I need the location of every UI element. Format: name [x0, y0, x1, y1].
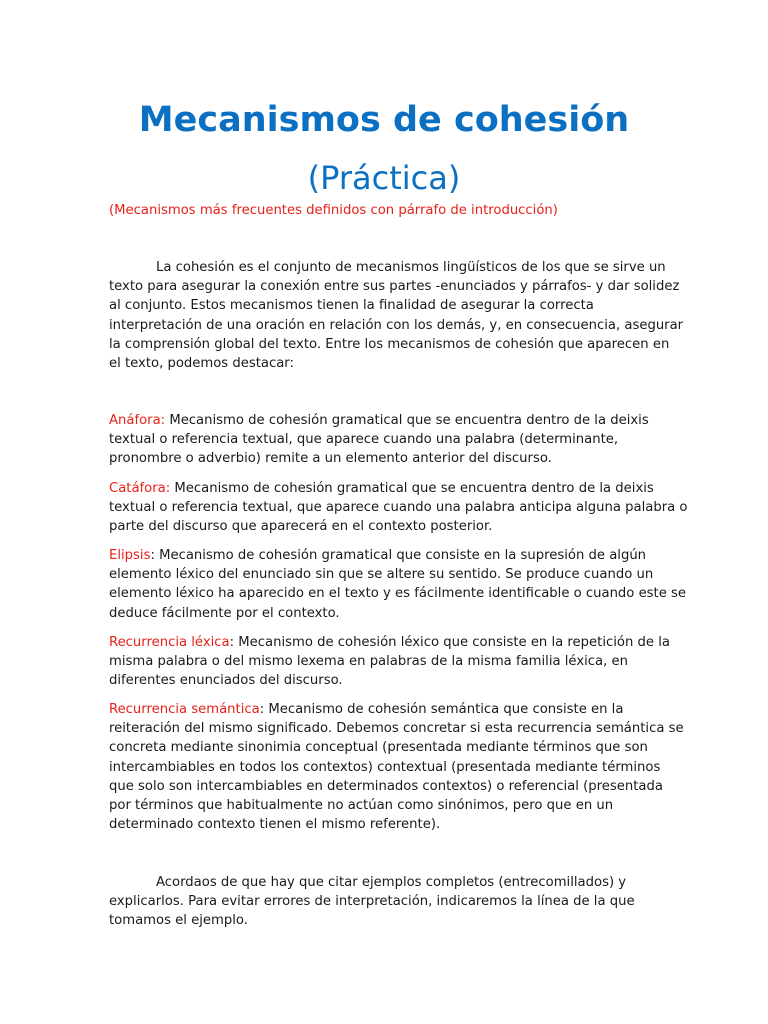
definition-line: misma palabra o del mismo lexema en palabras de la misma familia léxica, en — [109, 654, 628, 670]
closing-line: tomamos el ejemplo. — [109, 913, 248, 929]
definition-line: textual o referencia textual, que aparece cuando una palabra (determinante, — [109, 432, 619, 448]
intro-line: texto para asegurar la conexión entre sus partes -enunciados y párrafos- y dar solidez — [109, 279, 680, 295]
definition-line: elemento léxico del enunciado sin que se altere su sentido. Se produce cuando un — [109, 567, 654, 583]
definition-term: Recurrencia léxica — [109, 635, 230, 650]
definition-line: reiteración del mismo significado. Debemos concretar si esta recurrencia semántica se — [109, 721, 684, 737]
definition-anafora — [109, 411, 669, 469]
definition-line: que solo son intercambiables en determinados contextos) o referencial (presentada — [109, 778, 663, 794]
document-subtitle: (Práctica) — [307, 159, 461, 197]
definition-term: Elipsis — [109, 548, 151, 563]
intro-line: al conjunto. Estos mecanismos tienen la finalidad de asegurar la correcta — [109, 298, 594, 314]
definition-line: concreta mediante sinonimia conceptual (presentada mediante términos que son — [109, 740, 648, 756]
closing-line: Acordaos de que hay que citar ejemplos completos (entrecomillados) y — [156, 875, 627, 890]
definition-line: determinado contexto tienen el mismo referente). — [109, 817, 441, 833]
definition-text: Mecanismo de cohesión gramatical que se encuentra dentro de la deixis — [170, 481, 654, 496]
definition-line: intercambiables en todos los contextos) contextual (presentada mediante términos — [109, 759, 661, 775]
closing-line: explicarlos. Para evitar errores de interpretación, indicaremos la línea de la que — [109, 894, 635, 910]
definition-line: por términos que habitualmente no actúan como sinónimos, pero que en un — [109, 798, 614, 814]
definition-text: Mecanismo de cohesión gramatical que se encuentra dentro de la deixis — [165, 413, 649, 428]
definition-text: : Mecanismo de cohesión semántica que consiste en la — [259, 702, 624, 717]
definition-line: diferentes enunciados del discurso. — [109, 673, 343, 689]
definition-catafora — [109, 479, 688, 537]
document-note: (Mecanismos más frecuentes definidos con párrafo de introducción) — [109, 203, 558, 218]
document-title: Mecanismos de cohesión — [138, 100, 630, 140]
definition-text: : Mecanismo de cohesión gramatical que consiste en la supresión de algún — [150, 548, 647, 563]
definition-line: textual o referencia textual, que aparece cuando una palabra anticipa alguna palabra o — [109, 500, 688, 516]
definition-term: Anáfora: — [109, 413, 166, 428]
definition-term: Catáfora: — [109, 481, 171, 496]
definition-term: Recurrencia semántica — [109, 702, 260, 717]
definition-line: deduce fácilmente por el contexto. — [109, 605, 340, 621]
intro-line: el texto, podemos destacar: — [109, 356, 294, 372]
definition-first-line — [109, 700, 669, 719]
definition-first-line — [109, 479, 669, 498]
definition-first-line — [109, 633, 669, 652]
definition-recurrencia-lexica — [109, 633, 669, 691]
definition-first-line — [109, 411, 669, 430]
definition-line: elemento léxico ha aparecido en el texto y es fácilmente identificable o cuando este se — [109, 586, 687, 602]
definition-recurrencia-semantica — [109, 700, 684, 834]
intro-paragraph — [109, 258, 684, 373]
definition-text: : Mecanismo de cohesión léxico que consiste en la repetición de la — [229, 635, 670, 650]
intro-line: La cohesión es el conjunto de mecanismos lingüísticos de los que se sirve un — [156, 260, 666, 275]
definition-line: parte del discurso que aparecerá en el contexto posterior. — [109, 519, 493, 535]
definition-line: pronombre o adverbio) remite a un elemento anterior del discurso. — [109, 451, 552, 467]
intro-line: la comprensión global del texto. Entre los mecanismos de cohesión que aparecen en — [109, 336, 670, 352]
definition-elipsis — [109, 546, 687, 623]
closing-paragraph — [109, 873, 669, 931]
definition-first-line — [109, 546, 669, 565]
intro-line: interpretación de una oración en relación con los demás, y, en consecuencia, asegurar — [109, 317, 684, 333]
